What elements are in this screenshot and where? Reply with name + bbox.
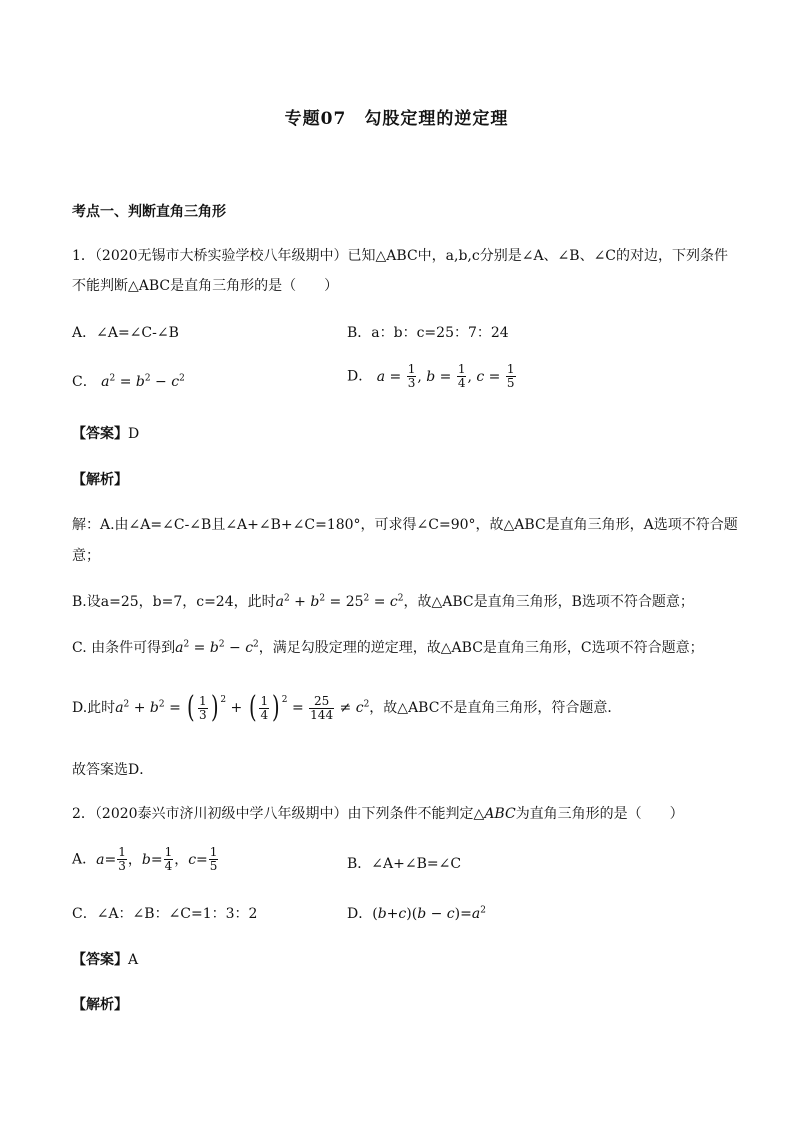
- q1-option-a: A．∠A=∠C-∠B: [72, 325, 179, 341]
- q2-answer-label: 【答案】: [72, 952, 128, 968]
- q1-answer: [72, 424, 139, 444]
- q1-option-c-formula: $a^2 = b^2 - c^2$: [101, 373, 185, 390]
- q1-option-c: [72, 372, 185, 392]
- q1-solution-b: [72, 592, 694, 612]
- section-heading: 考点一、判断直角三角形: [72, 204, 226, 220]
- q2-option-a: [72, 846, 219, 873]
- q1-solution-d-prefix: D.此时: [72, 700, 116, 716]
- q1-option-b: B．a：b：c=25：7：24: [347, 325, 509, 341]
- q2-option-a-label: A．: [72, 851, 97, 868]
- q2-option-c: C．∠A：∠B：∠C=1：3：2: [72, 906, 258, 922]
- q2-option-a-formula: a= $\frac{1}{3}$ ，b= $\frac{1}{4}$ ，c= $\frac{1}{5}$: [96, 845, 218, 873]
- q1-solution-a-line2: 意；: [72, 548, 100, 564]
- q1-stem-line2: 不能判断△ABC是直角三角形的是（ ）: [72, 278, 339, 294]
- q1-solution-b-prefix: B.设a=25，b=7，c=24，此时: [72, 594, 276, 610]
- q2-stem: [72, 804, 684, 824]
- q2-stem-triangle: △ABC: [473, 806, 516, 822]
- q2-answer-value: A: [128, 952, 139, 968]
- q1-solution-c-prefix: C. 由条件可得到: [72, 640, 176, 656]
- q1-solution-c: [72, 638, 704, 658]
- q1-solution-d-suffix: ，故△ABC不是直角三角形，符合题意．: [369, 700, 622, 716]
- q1-solution-d-formula: $a^2 + b^2$ = ( $\frac{1}{3}$ ) $^2$ + ( $\frac{1}{4}$ ) $^2$ = $\frac{25}{144}$ ≠ $c^2$: [115, 690, 370, 725]
- q1-solution-b-formula: $a^2 + b^2 = 25^2 = c^2$: [275, 593, 404, 610]
- q1-option-c-label: C．: [72, 374, 97, 390]
- q1-analysis-label: 【解析】: [72, 472, 128, 488]
- page-title: 专题07 勾股定理的逆定理: [284, 109, 509, 129]
- q2-stem-prefix: 2．（2020泰兴市济川初级中学八年级期中）由下列条件不能判定: [72, 806, 474, 822]
- q1-solution-c-formula: $a^2 = b^2 - c^2$: [175, 639, 259, 656]
- q2-option-d-formula: $(b+c)(b - c)=a^2$: [372, 905, 486, 922]
- q2-option-d: [347, 904, 486, 924]
- q1-solution-c-suffix: ，满足勾股定理的逆定理，故△ABC是直角三角形，C选项不符合题意；: [258, 640, 704, 656]
- q2-stem-suffix: 为直角三角形的是（ ）: [515, 806, 684, 822]
- q2-answer: [72, 950, 138, 970]
- q1-answer-value: D: [128, 426, 140, 442]
- q2-option-d-label: D．: [347, 906, 373, 922]
- q1-option-d-formula: a = $\frac{1}{3}$ , b = $\frac{1}{4}$ , c = $\frac{1}{5}$: [376, 362, 515, 390]
- q1-solution-a-line1: 解：A.由∠A=∠C-∠B且∠A+∠B+∠C=180°，可求得∠C=90°，故△ABC是直角三角形，A选项不符合题: [72, 517, 738, 533]
- q1-stem-line1: 1．（2020无锡市大桥实验学校八年级期中）已知△ABC中，a,b,c分别是∠A、∠B、∠C的对边，下列条件: [72, 248, 729, 264]
- q1-solution-d: [72, 688, 621, 728]
- q2-analysis-label: 【解析】: [72, 997, 128, 1013]
- q1-solution-b-suffix: ，故△ABC是直角三角形，B选项不符合题意；: [403, 594, 694, 610]
- q1-option-d: [347, 363, 517, 390]
- q1-option-d-label: D．: [347, 368, 373, 385]
- q1-answer-label: 【答案】: [72, 426, 128, 442]
- q2-option-b: B．∠A+∠B=∠C: [347, 856, 462, 872]
- q1-conclusion: 故答案选D．: [72, 762, 154, 778]
